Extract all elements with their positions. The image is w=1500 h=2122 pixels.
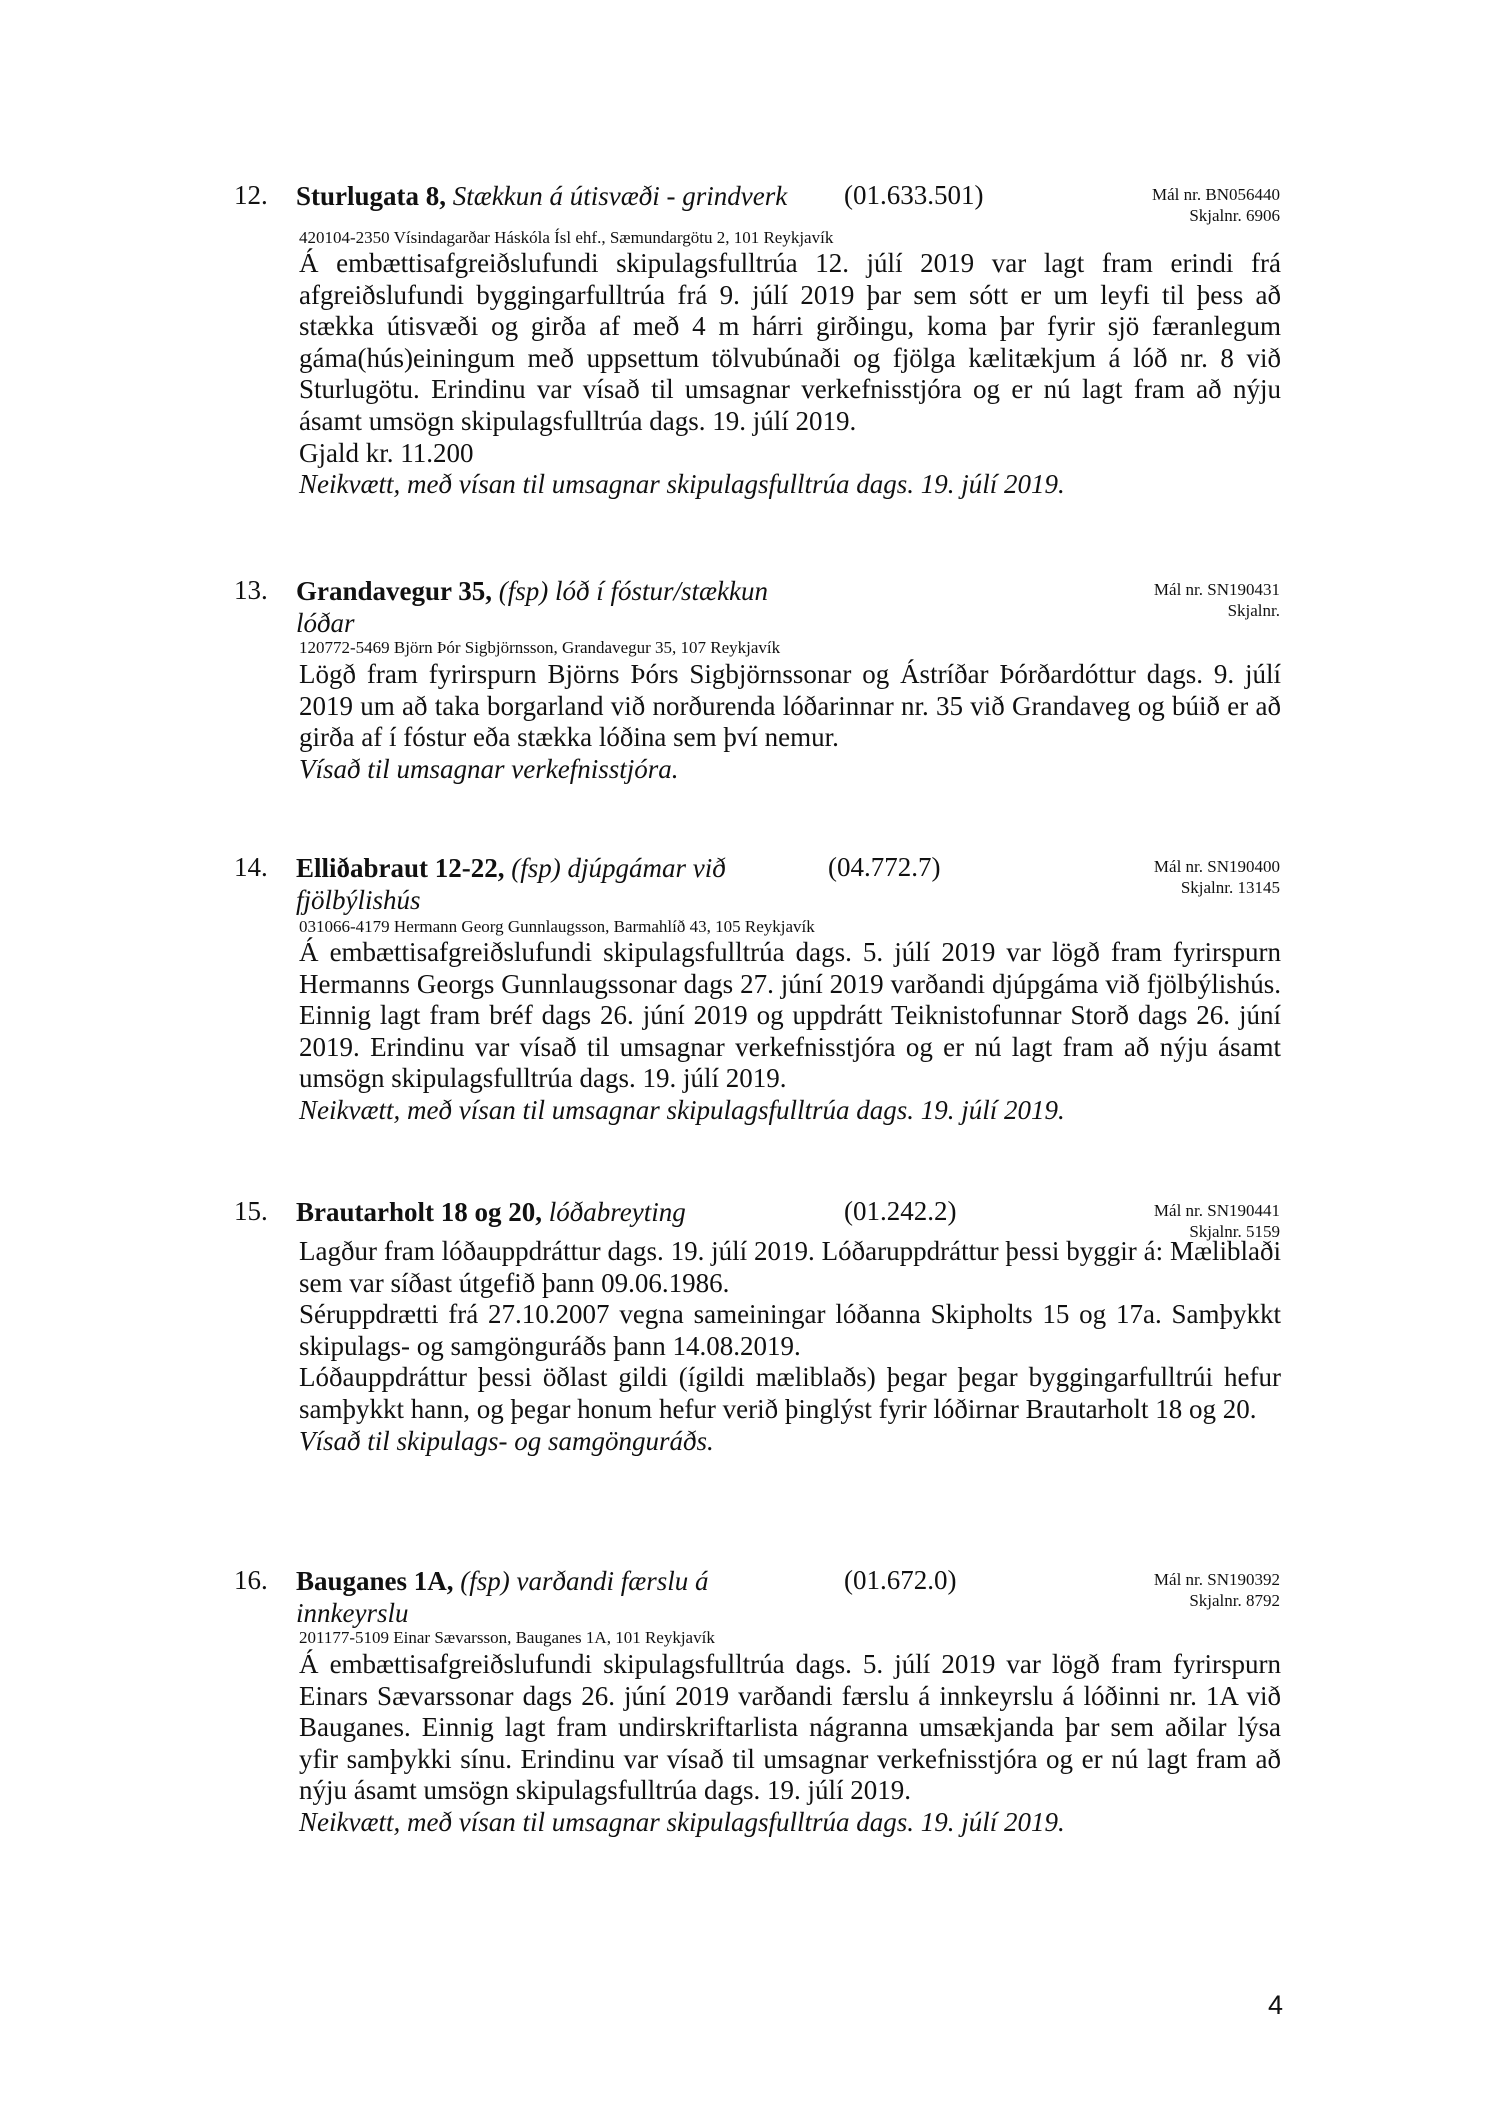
case-reference: [1154, 579, 1280, 621]
item-address: Sturlugata 8,: [296, 181, 447, 211]
item-title: [296, 180, 787, 212]
item-address: Elliðabraut 12-22,: [296, 853, 505, 883]
item-code: (01.633.501): [844, 180, 984, 210]
item-address: Grandavegur 35,: [296, 576, 493, 606]
case-number: Mál nr. SN190441: [1153, 1201, 1280, 1220]
item-code: (01.672.0): [844, 1565, 957, 1595]
item-body: [299, 1649, 1281, 1839]
item-code: (01.242.2): [844, 1196, 957, 1226]
item-subject: lóðabreyting: [548, 1197, 686, 1227]
item-subject: (fsp) lóð í fóstur/stækkun: [498, 576, 769, 606]
item-number: 16.: [234, 1565, 268, 1595]
case-number: Mál nr. SN190392: [1153, 1570, 1280, 1589]
item-subject-continued: fjölbýlishús: [296, 885, 421, 915]
item-subject: (fsp) djúpgámar við: [511, 853, 726, 883]
case-reference: [1154, 856, 1280, 898]
case-number: Mál nr. BN056440: [1152, 185, 1280, 204]
item-number: 13.: [234, 575, 268, 605]
item-applicant: 031066-4179 Hermann Georg Gunnlaugsson, Barmahlíð 43, 105 Reykjavík: [299, 917, 815, 936]
document-number: Skjalnr. 8792: [1189, 1591, 1280, 1610]
item-subject-continued: innkeyrslu: [296, 1598, 409, 1628]
document-number: Skjalnr.: [1227, 601, 1280, 620]
item-body: [299, 659, 1281, 785]
document-number: Skjalnr. 6906: [1189, 206, 1280, 225]
item-applicant: 420104-2350 Vísindagarðar Háskóla Ísl ehf., Sæmundargötu 2, 101 Reykjavík: [299, 228, 834, 247]
item-title: [296, 1565, 709, 1629]
item-subject: Stækkun á útisvæði - grindverk: [452, 181, 788, 211]
item-paragraph: Gjald kr. 11.200: [299, 437, 474, 468]
item-number: 12.: [234, 180, 268, 210]
item-paragraph: Á embættisafgreiðslufundi skipulagsfulltrúa dags. 5. júlí 2019 var lögð fram fyrirspurn Hermanns Georgs Gunnlaugssonar dags 27. júní 2019 varðandi djúpgáma við fjölbýlishús. Einnig lagt fram bréf dags 26. júní 2019 og uppdrátt Teiknistofunnar Storð dags 26. júní 2019. Erindinu var vísað til umsagnar verkefnisstjóra og er nú lagt fram að nýju ásamt umsögn skipulagsfulltrúa dags. 19. júlí 2019.: [299, 937, 1281, 1094]
page-number: 4: [1267, 1990, 1283, 2020]
item-paragraph: Lögð fram fyrirspurn Björns Þórs Sigbjörnssonar og Ástríðar Þórðardóttur dags. 9. júlí 2019 um að taka borgarland við norðurenda lóðarinnar nr. 35 við Grandaveg og búið er að girða af í fóstur eða stækka lóðina sem því nemur.: [299, 659, 1281, 753]
item-title: [296, 1196, 686, 1228]
case-number: Mál nr. SN190400: [1153, 857, 1280, 876]
document-number: Skjalnr. 5159: [1189, 1222, 1280, 1241]
item-address: Brautarholt 18 og 20,: [296, 1197, 542, 1227]
item-subject-continued: lóðar: [296, 608, 355, 638]
item-paragraph: Á embættisafgreiðslufundi skipulagsfulltrúa 12. júlí 2019 var lagt fram erindi frá afgreiðslufundi byggingarfulltrúa frá 9. júlí 2019 þar sem sótt er um leyfi til þess að stækka útisvæði og girða af með 4 m hárri girðingu, koma þar fyrir sjö færanlegum gáma(hús)einingum með uppsettum tölvubúnaði og fjölga kælitækjum á lóð nr. 8 við Sturlugötu. Erindinu var vísað til umsagnar verkefnisstjóra og er nú lagt fram að nýju ásamt umsögn skipulagsfulltrúa dags. 19. júlí 2019.: [299, 248, 1281, 436]
item-address: Bauganes 1A,: [296, 1566, 454, 1596]
item-body: [299, 248, 1281, 501]
document-number: Skjalnr. 13145: [1180, 878, 1280, 897]
item-code: (04.772.7): [828, 852, 941, 882]
item-paragraph: Lagður fram lóðauppdráttur dags. 19. júlí 2019. Lóðaruppdráttur þessi byggir á: Mæliblaði sem var síðast útgefið þann 09.06.1986.: [299, 1236, 1281, 1298]
item-title: [296, 575, 768, 639]
item-conclusion: Vísað til skipulags- og samgönguráðs.: [299, 1425, 714, 1456]
item-paragraph: Séruppdrætti frá 27.10.2007 vegna sameiningar lóðanna Skipholts 15 og 17a. Samþykkt skipulags- og samgönguráðs þann 14.08.2019.: [299, 1299, 1281, 1361]
item-subject: (fsp) varðandi færslu á: [460, 1566, 709, 1596]
item-paragraph: Lóðauppdráttur þessi öðlast gildi (ígildi mæliblaðs) þegar þegar byggingarfulltrúi hefur samþykkt hann, og þegar honum hefur verið þinglýst fyrir lóðirnar Brautarholt 18 og 20.: [299, 1362, 1281, 1424]
item-body: [299, 937, 1281, 1127]
item-title: [296, 852, 726, 916]
case-number: Mál nr. SN190431: [1153, 580, 1280, 599]
item-number: 15.: [234, 1196, 268, 1226]
case-reference: [1152, 184, 1280, 226]
item-paragraph: Á embættisafgreiðslufundi skipulagsfulltrúa dags. 5. júlí 2019 var lögð fram fyrirspurn Einars Sævarssonar dags 26. júní 2019 varðandi færslu á innkeyrslu á lóðinni nr. 1A við Bauganes. Einnig lagt fram undirskriftarlista nágranna umsækjanda þar sem aðilar lýsa yfir samþykki sínu. Erindinu var vísað til umsagnar verkefnisstjóra og er nú lagt fram að nýju ásamt umsögn skipulagsfulltrúa dags. 19. júlí 2019.: [299, 1649, 1281, 1806]
item-applicant: 201177-5109 Einar Sævarsson, Bauganes 1A, 101 Reykjavík: [299, 1628, 715, 1647]
item-conclusion: Vísað til umsagnar verkefnisstjóra.: [299, 753, 679, 784]
case-reference: [1154, 1569, 1280, 1611]
item-body: [299, 1236, 1281, 1457]
item-conclusion: Neikvætt, með vísan til umsagnar skipulagsfulltrúa dags. 19. júlí 2019.: [299, 1094, 1065, 1125]
item-applicant: 120772-5469 Björn Þór Sigbjörnsson, Grandavegur 35, 107 Reykjavík: [299, 638, 781, 657]
item-conclusion: Neikvætt, með vísan til umsagnar skipulagsfulltrúa dags. 19. júlí 2019.: [299, 1806, 1065, 1837]
item-number: 14.: [234, 852, 268, 882]
item-conclusion: Neikvætt, með vísan til umsagnar skipulagsfulltrúa dags. 19. júlí 2019.: [299, 469, 1065, 500]
